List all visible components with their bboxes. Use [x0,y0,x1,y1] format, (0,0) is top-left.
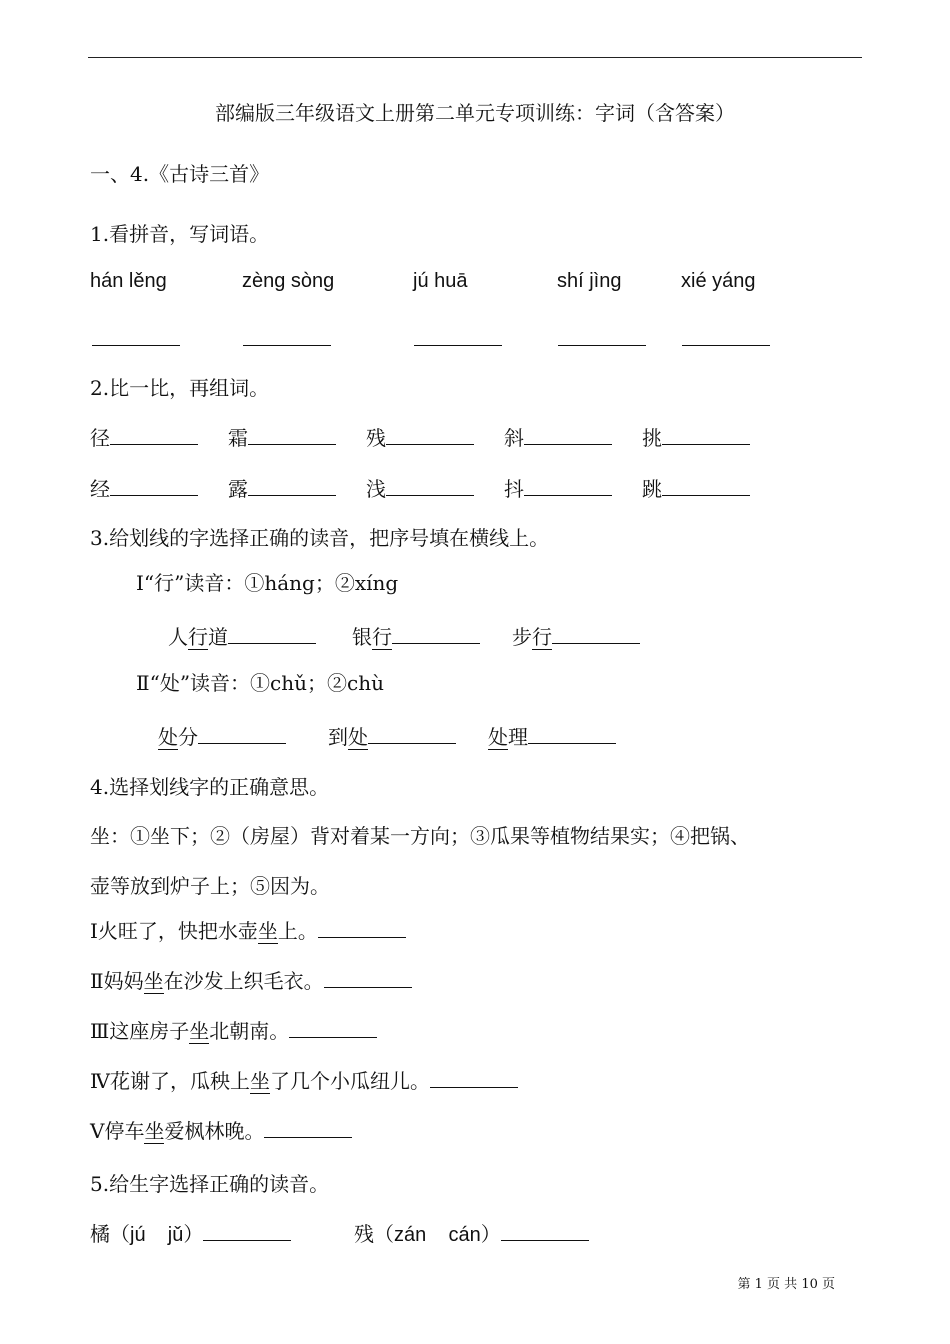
q1-blank-4[interactable] [558,325,646,350]
q3-part1-label: Ⅰ“行”读音：①háng；②xíng [136,571,399,595]
q1-pinyin-5: xié yáng [681,270,756,292]
q4-item: Ⅳ花谢了，瓜秧上坐了几个小瓜纽儿。 [90,1065,518,1094]
q3-heading: 3.给划线的字选择正确的读音，把序号填在横线上。 [90,526,550,550]
q2-heading: 2.比一比，再组词。 [90,376,270,400]
q2-row1-item: 霜 [228,422,336,451]
section-heading: 一、4.《古诗三首》 [90,162,270,186]
q4-item: Ⅲ这座房子坐北朝南。 [90,1015,377,1044]
q2-row1-item: 斜 [504,422,612,451]
q2-row2-item: 跳 [642,473,750,502]
q4-item: Ⅰ火旺了，快把水壶坐上。 [90,915,406,944]
q3-word: 处分 [158,721,286,750]
page-title: 部编版三年级语文上册第二单元专项训练：字词（含答案） [215,101,735,125]
q1-pinyin-1: hán lěng [90,270,167,292]
q2-row1-item: 挑 [642,422,750,451]
q2-row2-item: 抖 [504,473,612,502]
q2-row1-item: 径 [90,422,198,451]
q4-item: Ⅱ妈妈坐在沙发上织毛衣。 [90,965,412,994]
q2-row2-item: 经 [90,473,198,502]
q3-word: 处理 [488,721,616,750]
q1-blank-3[interactable] [414,325,502,350]
q1-blank-5[interactable] [682,325,770,350]
q3-word: 到处 [328,721,456,750]
q1-pinyin-4: shí jìng [557,270,622,292]
q2-row2-item: 浅 [366,473,474,502]
q2-row1-item: 残 [366,422,474,451]
q2-row2-item: 露 [228,473,336,502]
q1-heading: 1.看拼音，写词语。 [90,222,270,246]
q5-item-1: 橘（jú jǔ） [90,1218,291,1247]
q5-heading: 5.给生字选择正确的读音。 [90,1172,330,1196]
q1-blank-1[interactable] [92,325,180,350]
q1-blank-2[interactable] [243,325,331,350]
page-footer: 第 1 页 共 10 页 [737,1277,835,1292]
q3-part2-label: Ⅱ“处”读音：①chǔ；②chù [136,671,384,695]
q1-pinyin-2: zèng sòng [242,270,335,292]
q4-definition: 壶等放到炉子上；⑤因为。 [90,874,330,898]
q4-definition: 坐：①坐下；②（房屋）背对着某一方向；③瓜果等植物结果实；④把锅、 [90,824,750,848]
q3-word: 步行 [512,621,640,650]
q4-heading: 4.选择划线字的正确意思。 [90,775,330,799]
q3-word: 人行道 [168,621,316,650]
header-rule [88,57,862,58]
q4-item: Ⅴ停车坐爱枫林晚。 [90,1115,352,1144]
q5-item-2: 残（zán cán） [354,1218,589,1247]
q3-word: 银行 [352,621,480,650]
q1-pinyin-3: jú huā [413,270,468,292]
